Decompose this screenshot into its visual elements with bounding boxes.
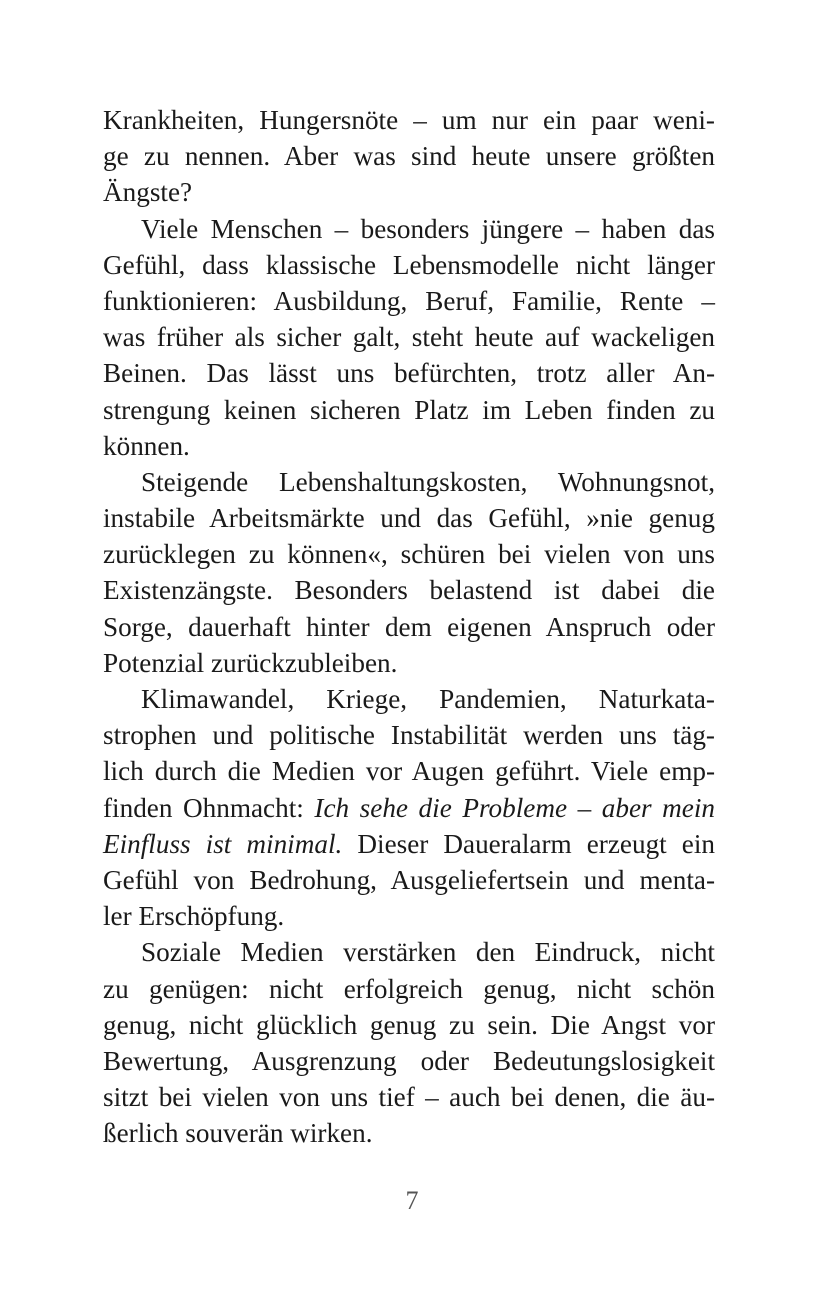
text-run: finden Ohnmacht:: [103, 792, 315, 823]
paragraph: [103, 681, 715, 934]
paragraph: [103, 464, 715, 681]
text-line: Potenzial zurückzubleiben.: [103, 647, 398, 678]
text-line: funktionieren: Ausbildung, Beruf, Familie, Rente –: [103, 285, 715, 316]
paragraph: [103, 211, 715, 464]
text-line: Krankheiten, Hungersnöte – um nur ein paar weni-: [103, 105, 715, 135]
text-line: Gefühl, dass klassische Lebensmodelle nicht länger: [103, 249, 715, 280]
text-line: können.: [103, 430, 190, 461]
text-line: Soziale Medien verstärken den Eindruck, nicht: [141, 937, 715, 968]
italic-text-run: Ich sehe die Probleme – aber mein: [314, 792, 716, 823]
text-line: ßerlich souverän wirken.: [103, 1118, 373, 1149]
text-line: Klimawandel, Kriege, Pandemien, Naturkata-: [141, 684, 715, 714]
text-line: Bewertung, Ausgrenzung oder Bedeutungslosigkeit: [103, 1045, 715, 1076]
text-line: strophen und politische Instabilität werden uns täg-: [103, 720, 715, 751]
text-line: [103, 790, 715, 826]
text-line: lich durch die Medien vor Augen geführt. Viele emp-: [103, 756, 715, 787]
text-line: strengung keinen sicheren Platz im Leben finden zu: [103, 394, 715, 425]
text-line: instabile Arbeitsmärkte und das Gefühl, »nie genug: [103, 503, 715, 534]
paragraph: [103, 102, 715, 211]
text-line: ler Erschöpfung.: [103, 901, 285, 932]
text-line: was früher als sicher galt, steht heute auf wackeligen: [103, 322, 715, 353]
italic-text-run: Einfluss ist minimal.: [103, 828, 343, 859]
text-line: Sorge, dauerhaft hinter dem eigenen Anspruch oder: [103, 611, 715, 642]
text-line: zu genügen: nicht erfolgreich genug, nicht schön: [103, 973, 715, 1004]
paragraph: [103, 934, 715, 1151]
text-line: sitzt bei vielen von uns tief – auch bei denen, die äu-: [103, 1082, 715, 1113]
text-line: [103, 826, 715, 862]
text-line: Existenzängste. Besonders belastend ist dabei die: [103, 575, 715, 606]
text-line: genug, nicht glücklich genug zu sein. Die Angst vor: [103, 1009, 715, 1040]
text-line: Steigende Lebenshaltungskosten, Wohnungsnot,: [141, 466, 715, 497]
page-number: 7: [405, 1186, 419, 1215]
body-text: [103, 102, 715, 1151]
text-line: Beinen. Das lässt uns befürchten, trotz aller An-: [103, 358, 715, 389]
text-line: Viele Menschen – besonders jüngere – haben das: [141, 213, 715, 244]
text-line: Gefühl von Bedrohung, Ausgeliefertsein und menta-: [103, 864, 715, 895]
text-line: Ängste?: [103, 177, 193, 208]
text-line: zurücklegen zu können«, schüren bei vielen von uns: [103, 539, 715, 570]
text-line: ge zu nennen. Aber was sind heute unsere größten: [103, 141, 715, 172]
text-run: Dieser Daueralarm erzeugt ein: [342, 828, 715, 859]
